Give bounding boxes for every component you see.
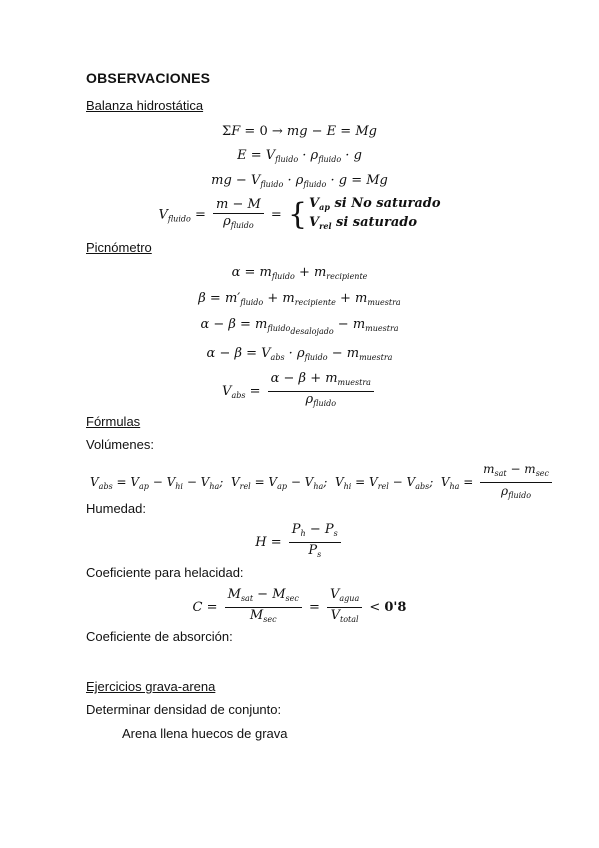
text-arena-llena-huecos: Arena llena huecos de grava	[122, 726, 288, 741]
equation-alpha: $\alpha = m_{fluido} + m_{recipiente}$	[231, 265, 368, 281]
equation-force-balance: ΣF = 0 → mg − E = Mg	[222, 124, 377, 139]
equation-helacidad: C = $\frac{M_{sat} - M_{sec}}{M_{sec}}$ = $\frac{V_{agua}}{V_{total}}$ < 0'8	[192, 587, 407, 624]
equation-buoyancy: $E = V_{fluido} \cdot \rho_{fluido} \cdot g$	[237, 148, 362, 164]
page-title: OBSERVACIONES	[86, 70, 211, 86]
equation-beta: $\beta = m'_{fluido} + m_{recipiente} + m_{muestra}$	[198, 291, 401, 307]
equation-absolute-volume: $V_{abs}$ = $\frac{\alpha - \beta + m_{muestra}}{\rho_{fluido}}$	[0, 372, 599, 411]
equation-volumes: $V_{abs} = V_{ap} - V_{hi} - V_{ha}$; $V_{rel} = V_{ap} - V_{ha}$; $V_{hi} = V_{rel} - V_{abs}$; $V_{ha}$ = $\frac{m_{sat} - m_{sec}}{\rho_{fluido}}$	[90, 462, 555, 503]
equation-alpha-minus-beta: $\alpha - \beta = m_{fluido_{desalojado}} - m_{muestra}$	[200, 317, 399, 336]
equation-humidity: H = $\frac{P_h - P_s}{P_s}$	[0, 523, 599, 562]
label-determinar-densidad: Determinar densidad de conjunto:	[86, 702, 282, 717]
equation-fluid-volume: $V_{fluido}$ = $\frac{m - M}{\rho_{fluido}}$ = { $V_{ap}$ si No saturado $V_{rel}$ si saturado	[158, 196, 441, 232]
label-volumenes: Volúmenes:	[86, 437, 154, 452]
equation-alpha-minus-beta-volume: $\alpha - \beta = V_{abs} \cdot \rho_{fluido} - m_{muestra}$	[206, 346, 393, 362]
section-balanza-hidrostatica: Balanza hidrostática	[86, 98, 204, 113]
section-ejercicios-grava-arena: Ejercicios grava-arena	[86, 679, 216, 694]
helacidad-limit: 0'8	[384, 600, 407, 615]
equation-weight-balance: mg − $V_{fluido} \cdot \rho_{fluido} \cdot g = Mg$	[211, 173, 388, 189]
label-coeficiente-helacidad: Coeficiente para helacidad:	[86, 565, 244, 580]
label-coeficiente-absorcion: Coeficiente de absorción:	[86, 629, 233, 644]
label-humedad: Humedad:	[86, 501, 146, 516]
section-picnometro: Picnómetro	[86, 240, 152, 255]
section-formulas: Fórmulas	[86, 414, 141, 429]
